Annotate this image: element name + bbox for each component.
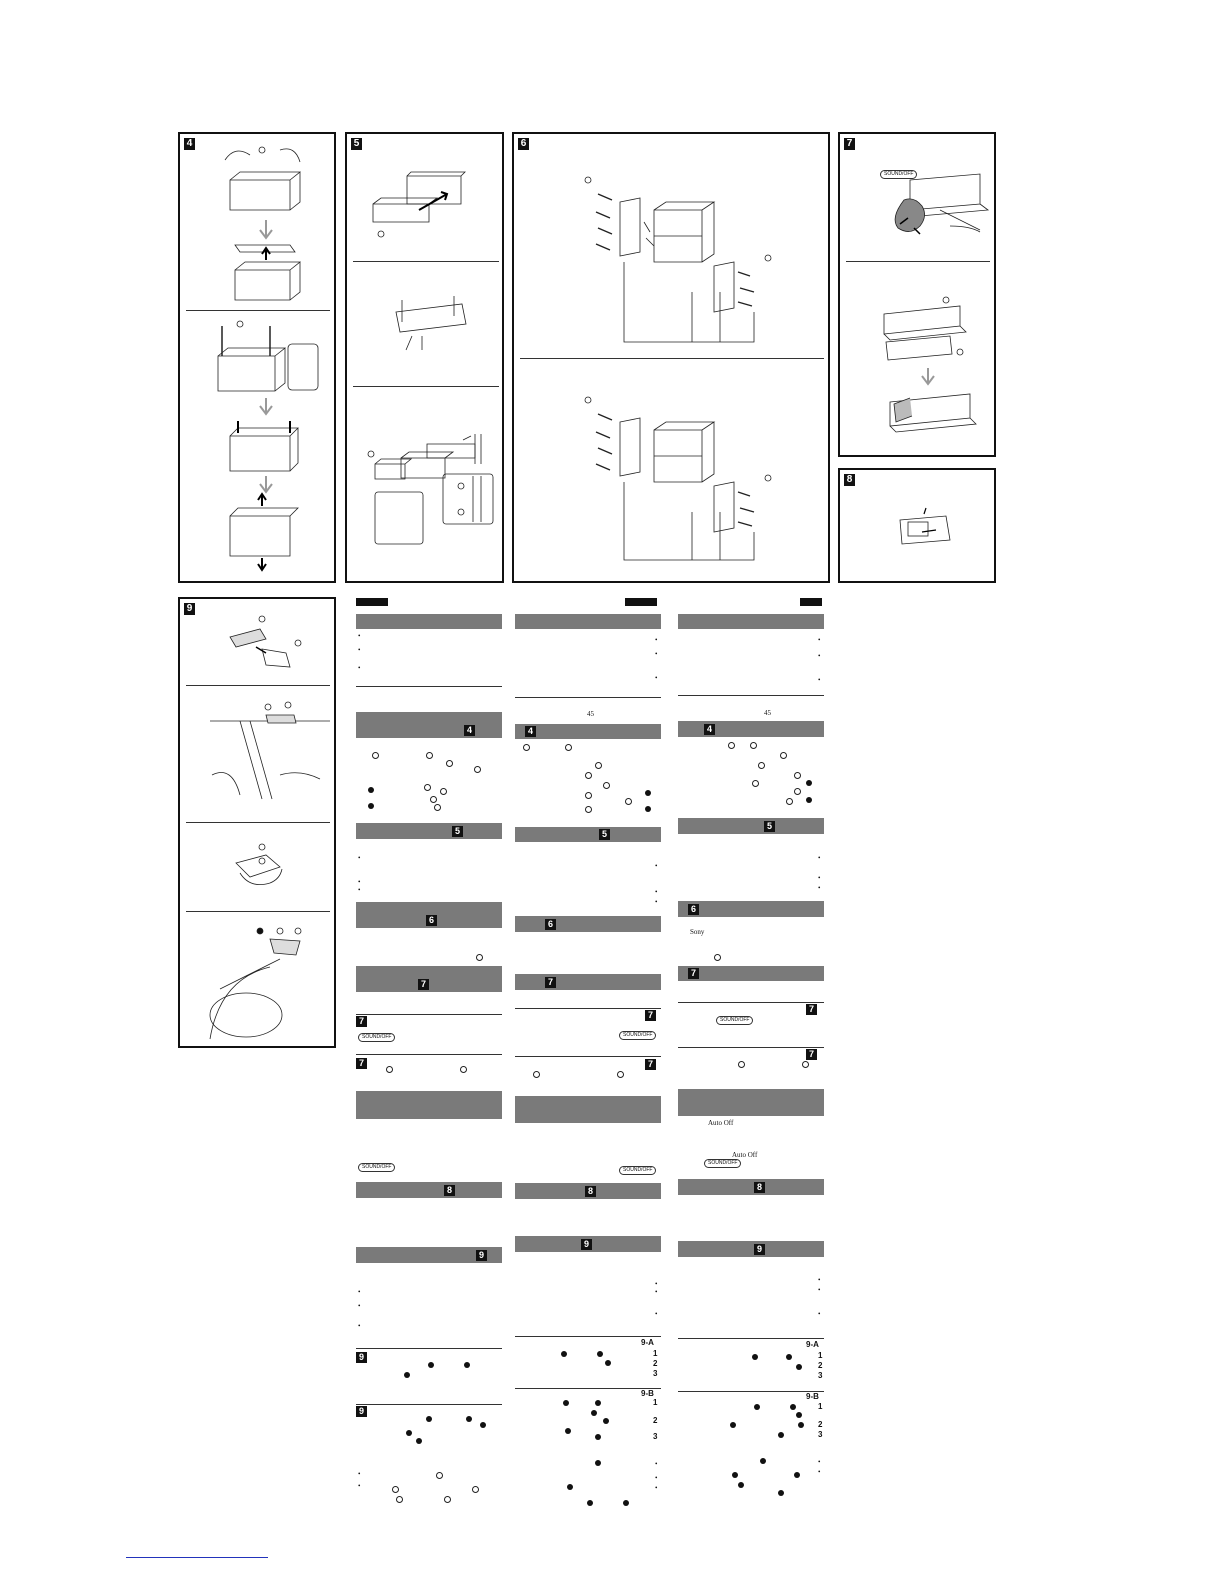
reset-button-illustration <box>896 510 956 550</box>
figure-ref-badge: 5 <box>452 826 463 837</box>
callout-marker <box>460 1066 467 1073</box>
section-rule <box>515 1388 661 1389</box>
bullet-marker: • <box>655 674 658 682</box>
callout-marker <box>714 954 721 961</box>
bullet-marker: • <box>655 888 658 896</box>
callout-marker <box>434 804 441 811</box>
panel-divider <box>186 685 330 686</box>
step-marker <box>752 1354 758 1360</box>
figure-ref-badge: 9 <box>754 1244 765 1255</box>
bullet-marker: • <box>818 652 821 660</box>
sound-off-button[interactable]: SOUND/OFF <box>619 1031 656 1040</box>
figure-number: 7 <box>844 138 855 150</box>
figure-ref-badge: 7 <box>645 1059 656 1070</box>
callout-marker <box>372 752 379 759</box>
bullet-marker: • <box>818 884 821 892</box>
microphone-clip-illustration <box>226 613 306 673</box>
callout-marker <box>595 762 602 769</box>
step-marker <box>406 1430 412 1436</box>
figure-5-panel <box>345 132 504 583</box>
sound-off-button[interactable]: SOUND/OFF <box>358 1163 395 1172</box>
sound-off-button[interactable]: SOUND/OFF <box>358 1033 395 1042</box>
figure-ref-badge: 7 <box>356 1016 367 1027</box>
step-marker <box>404 1372 410 1378</box>
section-heading-bar <box>678 901 824 917</box>
step-marker <box>605 1360 611 1366</box>
step-marker <box>595 1400 601 1406</box>
section-rule <box>678 1002 824 1003</box>
step-number: 1 <box>818 1351 823 1360</box>
auto-off-label: Auto Off <box>708 1119 734 1127</box>
step-marker <box>806 797 812 803</box>
section-rule <box>678 1391 824 1392</box>
figure-ref-badge: 8 <box>585 1186 596 1197</box>
callout-marker <box>617 1071 624 1078</box>
sound-off-button[interactable]: SOUND/OFF <box>619 1166 656 1175</box>
figure-ref-badge: 7 <box>356 1058 367 1069</box>
section-heading-bar <box>678 1241 824 1257</box>
bullet-marker: • <box>818 1310 821 1318</box>
bracket-screws-upper-illustration <box>584 172 784 350</box>
step-marker <box>563 1400 569 1406</box>
figure-ref-badge: 4 <box>704 724 715 735</box>
bullet-marker: • <box>655 862 658 870</box>
figure-ref-badge: 4 <box>525 726 536 737</box>
bullet-marker: • <box>358 1302 361 1310</box>
step-number: 3 <box>818 1371 823 1380</box>
panel-divider <box>186 822 330 823</box>
step-marker <box>754 1404 760 1410</box>
footer-link-underline[interactable] <box>126 1557 268 1558</box>
figure-ref-badge: 6 <box>688 904 699 915</box>
callout-marker <box>585 806 592 813</box>
panel-divider <box>520 358 824 359</box>
figure-ref-badge: 9 <box>476 1250 487 1261</box>
panel-divider <box>846 261 990 262</box>
step-marker <box>595 1460 601 1466</box>
bullet-marker: • <box>818 676 821 684</box>
step-number: 1 <box>818 1402 823 1411</box>
step-number: 1 <box>653 1349 658 1358</box>
step-number: 3 <box>653 1369 658 1378</box>
step-number: 2 <box>653 1359 658 1368</box>
bullet-marker: • <box>818 874 821 882</box>
bullet-marker: • <box>818 1286 821 1294</box>
figure-number: 6 <box>518 138 529 150</box>
panel-divider <box>186 911 330 912</box>
section-heading-bar <box>356 712 502 738</box>
section-heading-bar <box>678 818 824 834</box>
figure-ref-badge: 5 <box>599 829 610 840</box>
step-marker <box>794 1472 800 1478</box>
bullet-marker: • <box>818 1468 821 1476</box>
step-marker <box>790 1404 796 1410</box>
step-marker <box>595 1434 601 1440</box>
section-heading-bar <box>678 1089 824 1116</box>
step-marker <box>466 1416 472 1422</box>
figure-ref-badge: 9 <box>356 1352 367 1363</box>
install-sleeve-illustration <box>200 316 320 576</box>
step-marker <box>416 1438 422 1444</box>
angle-value: 45 <box>764 709 771 717</box>
section-rule <box>678 1338 824 1339</box>
bullet-marker: • <box>655 650 658 658</box>
step-marker <box>368 787 374 793</box>
angle-value: 45 <box>587 710 594 718</box>
auto-off-label: Auto Off <box>732 1151 758 1159</box>
step-marker <box>426 1416 432 1422</box>
text-column-1 <box>356 598 502 1558</box>
section-rule <box>678 1047 824 1048</box>
attach-panel-illustration <box>880 294 990 444</box>
bullet-marker: • <box>655 1460 658 1468</box>
step-marker <box>368 803 374 809</box>
figure-ref-badge: 7 <box>545 977 556 988</box>
sound-off-button[interactable]: SOUND/OFF <box>716 1016 753 1025</box>
bullet-marker: • <box>655 1280 658 1288</box>
callout-marker <box>603 782 610 789</box>
step-number: 2 <box>653 1416 658 1425</box>
callout-marker <box>752 780 759 787</box>
callout-marker <box>750 742 757 749</box>
section-heading-bar <box>356 823 502 839</box>
figure-number: 4 <box>184 138 195 150</box>
figure-ref-badge: 8 <box>754 1182 765 1193</box>
section-rule <box>356 1054 502 1055</box>
bullet-marker: • <box>358 886 361 894</box>
bullet-marker: • <box>358 1288 361 1296</box>
section-heading-bar <box>515 614 661 629</box>
bullet-marker: • <box>358 646 361 654</box>
figure-ref-badge: 5 <box>764 821 775 832</box>
step-marker <box>796 1364 802 1370</box>
section-rule <box>515 1336 661 1337</box>
figure-ref-badge: 7 <box>645 1010 656 1021</box>
bullet-marker: • <box>358 854 361 862</box>
section-heading-bar <box>515 974 661 990</box>
figure-9-panel <box>178 597 336 1048</box>
step-number: 3 <box>653 1432 658 1441</box>
step-marker <box>464 1362 470 1368</box>
figure-ref-badge: 9 <box>356 1406 367 1417</box>
panel-divider <box>186 310 330 311</box>
figure-ref-badge: 6 <box>426 915 437 926</box>
section-heading-bar <box>515 916 661 932</box>
step-number: 1 <box>653 1398 658 1407</box>
callout-marker <box>802 1061 809 1068</box>
section-rule <box>515 1008 661 1009</box>
panel-divider <box>353 386 499 387</box>
callout-marker <box>523 744 530 751</box>
figure-6-panel <box>512 132 830 583</box>
bullet-marker: • <box>358 664 361 672</box>
bullet-marker: • <box>818 1458 821 1466</box>
callout-marker <box>585 772 592 779</box>
step-marker <box>760 1458 766 1464</box>
step-marker <box>597 1351 603 1357</box>
callout-marker <box>738 1061 745 1068</box>
text-column-3 <box>678 598 824 1558</box>
figure-ref-badge: 7 <box>806 1004 817 1015</box>
section-rule <box>515 1056 661 1057</box>
callout-marker <box>472 1486 479 1493</box>
section-heading-bar <box>515 827 661 842</box>
figure-ref-badge: 7 <box>688 968 699 979</box>
text-column-2 <box>515 598 661 1558</box>
section-rule <box>356 1404 502 1405</box>
callout-marker <box>565 744 572 751</box>
figure-ref-badge: 4 <box>464 725 475 736</box>
brand-name: Sony <box>690 928 705 936</box>
bullet-marker: • <box>655 1310 658 1318</box>
step-number: 2 <box>818 1420 823 1429</box>
section-heading-bar <box>356 1091 502 1119</box>
callout-marker <box>386 1066 393 1073</box>
bullet-marker: • <box>358 1470 361 1478</box>
figure-number: 9 <box>184 603 195 615</box>
section-label: 9-B <box>641 1389 654 1398</box>
step-marker <box>587 1500 593 1506</box>
section-label: 9-A <box>806 1340 819 1349</box>
microphone-attach-illustration <box>226 843 306 893</box>
bullet-marker: • <box>818 636 821 644</box>
language-tab <box>625 598 657 606</box>
step-marker <box>623 1500 629 1506</box>
figure-ref-badge: 7 <box>418 979 429 990</box>
sound-off-button[interactable]: SOUND/OFF <box>704 1159 741 1168</box>
step-marker <box>786 1354 792 1360</box>
callout-marker <box>426 752 433 759</box>
step-marker <box>480 1422 486 1428</box>
callout-marker <box>794 772 801 779</box>
step-marker <box>591 1410 597 1416</box>
figure-7-panel <box>838 132 996 457</box>
sun-visor-mount-illustration <box>210 695 330 805</box>
language-tab <box>356 598 388 606</box>
section-rule <box>356 686 502 687</box>
step-marker <box>561 1351 567 1357</box>
section-heading-bar <box>678 1179 824 1195</box>
callout-marker <box>786 798 793 805</box>
section-rule <box>515 697 661 698</box>
step-number: 3 <box>818 1430 823 1439</box>
step-marker <box>798 1422 804 1428</box>
figure-number: 8 <box>844 474 855 486</box>
step-number: 2 <box>818 1361 823 1370</box>
section-heading-bar <box>356 966 502 992</box>
section-label: 9-B <box>806 1392 819 1401</box>
callout-marker <box>396 1496 403 1503</box>
figure-ref-badge: 8 <box>444 1185 455 1196</box>
section-heading-bar <box>515 1096 661 1123</box>
steering-column-mount-illustration <box>210 919 330 1039</box>
step-marker <box>645 790 651 796</box>
figure-number: 5 <box>351 138 362 150</box>
detach-panel-illustration <box>880 170 990 240</box>
section-heading-bar <box>515 724 661 739</box>
figure-ref-badge: 7 <box>806 1049 817 1060</box>
callout-marker <box>440 788 447 795</box>
section-heading-bar <box>356 1182 502 1198</box>
section-label: 9-A <box>641 1338 654 1347</box>
figure-ref-badge: 6 <box>545 919 556 930</box>
callout-marker <box>758 762 765 769</box>
panel-divider <box>353 261 499 262</box>
section-rule <box>356 1348 502 1349</box>
bullet-marker: • <box>655 898 658 906</box>
bullet-marker: • <box>358 1482 361 1490</box>
step-marker <box>796 1412 802 1418</box>
bracket-screws-lower-illustration <box>584 392 784 568</box>
step-marker <box>645 806 651 812</box>
step-marker <box>738 1482 744 1488</box>
step-marker <box>603 1418 609 1424</box>
callout-marker <box>533 1071 540 1078</box>
section-heading-bar <box>678 966 824 981</box>
section-heading-bar <box>678 614 824 629</box>
callout-marker <box>476 954 483 961</box>
callout-marker <box>424 784 431 791</box>
callout-marker <box>794 788 801 795</box>
section-heading-bar <box>356 614 502 629</box>
sound-off-button[interactable]: SOUND/OFF <box>880 170 917 179</box>
section-heading-bar <box>678 721 824 737</box>
callout-marker <box>625 798 632 805</box>
figure-ref-badge: 9 <box>581 1239 592 1250</box>
figure-8-panel <box>838 468 996 583</box>
callout-marker <box>585 792 592 799</box>
section-rule <box>678 695 824 696</box>
section-rule <box>356 1014 502 1015</box>
bullet-marker: • <box>358 1322 361 1330</box>
bullet-marker: • <box>655 1288 658 1296</box>
dashboard-mount-illustration <box>365 414 495 564</box>
step-marker <box>730 1422 736 1428</box>
step-marker <box>567 1484 573 1490</box>
figure-4-panel <box>178 132 336 583</box>
callout-marker <box>444 1496 451 1503</box>
step-marker <box>806 780 812 786</box>
step-marker <box>778 1432 784 1438</box>
bullet-marker: • <box>655 1474 658 1482</box>
bend-claws-illustration <box>392 292 472 352</box>
bracket-insert-illustration <box>369 172 489 242</box>
language-tab <box>800 598 822 606</box>
bullet-marker: • <box>358 878 361 886</box>
bullet-marker: • <box>818 854 821 862</box>
step-marker <box>428 1362 434 1368</box>
callout-marker <box>474 766 481 773</box>
step-marker <box>565 1428 571 1434</box>
bullet-marker: • <box>358 632 361 640</box>
callout-marker <box>430 796 437 803</box>
bullet-marker: • <box>655 636 658 644</box>
bullet-marker: • <box>818 1276 821 1284</box>
callout-marker <box>728 742 735 749</box>
bullet-marker: • <box>655 1484 658 1492</box>
step-marker <box>778 1490 784 1496</box>
callout-marker <box>436 1472 443 1479</box>
callout-marker <box>446 760 453 767</box>
callout-marker <box>780 752 787 759</box>
callout-marker <box>392 1486 399 1493</box>
step-marker <box>732 1472 738 1478</box>
